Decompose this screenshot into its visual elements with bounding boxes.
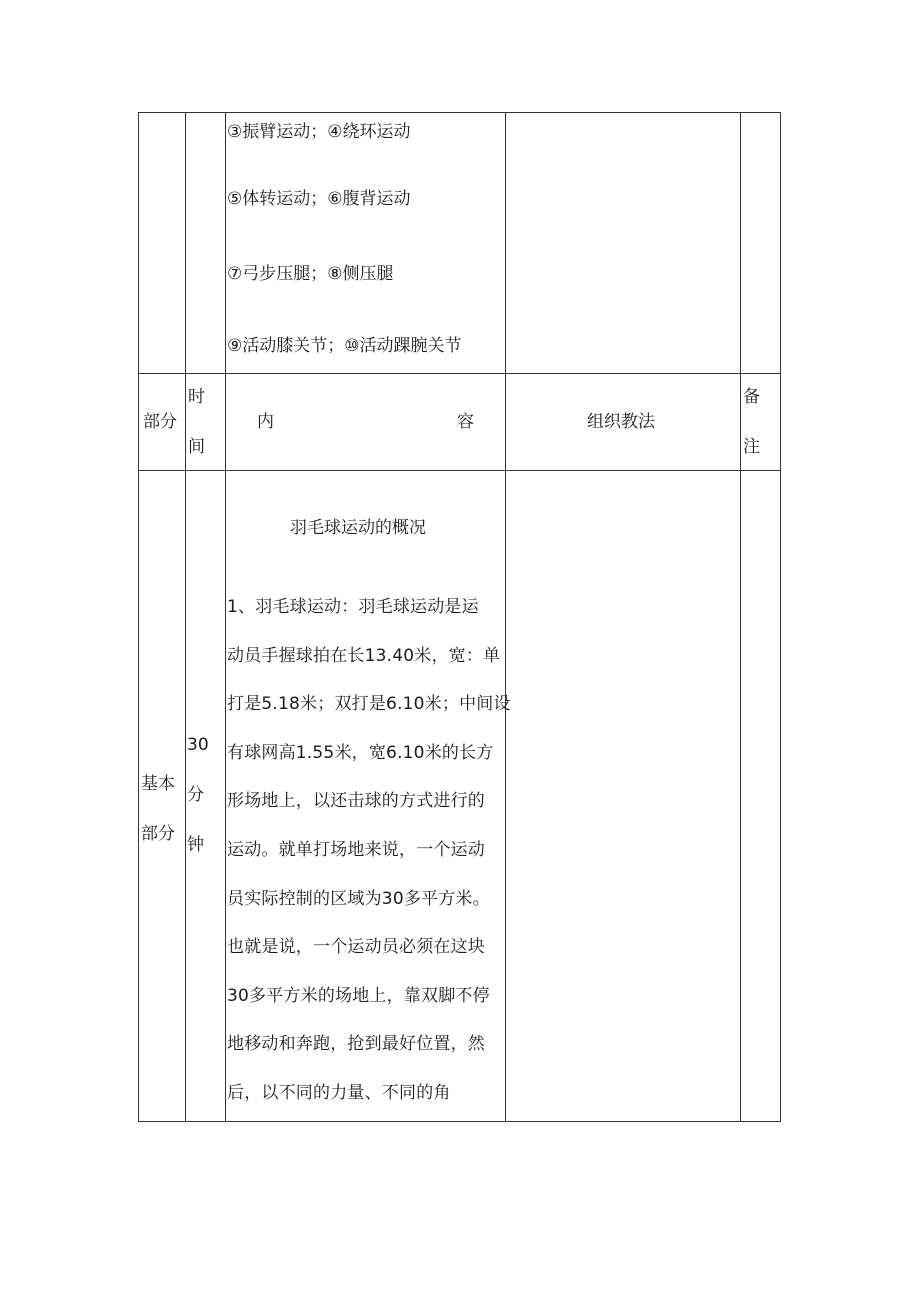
column-divider <box>225 113 226 1121</box>
warmup-item: ③振臂运动；④绕环运动 <box>227 122 411 142</box>
header-time-char: 时 <box>188 387 205 407</box>
row-divider <box>139 373 780 374</box>
lesson-plan-table <box>138 112 781 1122</box>
header-content-right: 容 <box>457 412 474 432</box>
section-part-char: 部分 <box>141 824 175 844</box>
paragraph-line: 1、羽毛球运动：羽毛球运动是运 <box>227 597 479 617</box>
header-part: 部分 <box>143 412 177 432</box>
paragraph-line: 打是5.18米；双打是6.10米；中间设 <box>227 694 511 715</box>
section-time-label <box>187 720 223 870</box>
paragraph-line: 有球网高1.55米，宽6.10米的长方 <box>227 742 494 763</box>
paragraph-line: 动员手握球拍在长13.40米，宽：单 <box>227 645 501 666</box>
row-divider <box>139 470 780 471</box>
paragraph-line: 30多平方米的场地上，靠双脚不停 <box>227 985 490 1006</box>
header-remark <box>743 385 779 460</box>
section-time-char: 分 <box>187 785 204 805</box>
section-part-label <box>141 759 185 859</box>
section-part-char: 基本 <box>141 774 175 794</box>
paragraph-line: 员实际控制的区域为30多平方米。 <box>227 888 490 909</box>
header-method: 组织教法 <box>587 412 655 432</box>
header-time-char: 间 <box>188 437 205 457</box>
warmup-item: ⑨活动膝关节；⑩活动踝腕关节 <box>227 336 462 356</box>
paragraph-line: 也就是说，一个运动员必须在这块 <box>227 937 485 958</box>
paragraph-line: 地移动和奔跑，抢到最好位置，然 <box>227 1034 485 1055</box>
section-time-char: 钟 <box>187 835 204 855</box>
header-remark-char: 注 <box>743 437 760 457</box>
header-time <box>188 385 224 460</box>
paragraph-line: 后，以不同的力量、不同的角 <box>227 1082 451 1103</box>
header-remark-char: 备 <box>743 387 760 407</box>
warmup-item: ⑤体转运动；⑥腹背运动 <box>227 189 411 209</box>
section-time-char: 30 <box>187 735 209 755</box>
paragraph-line: 形场地上，以还击球的方式进行的 <box>227 791 485 812</box>
header-content-left: 内 <box>257 412 274 432</box>
warmup-item: ⑦弓步压腿；⑧侧压腿 <box>227 264 394 284</box>
column-divider <box>185 113 186 1121</box>
paragraph-line: 运动。就单打场地来说，一个运动 <box>227 839 485 860</box>
section-paragraph <box>227 583 509 1118</box>
column-divider <box>740 113 741 1121</box>
section-title: 羽毛球运动的概况 <box>290 518 426 538</box>
